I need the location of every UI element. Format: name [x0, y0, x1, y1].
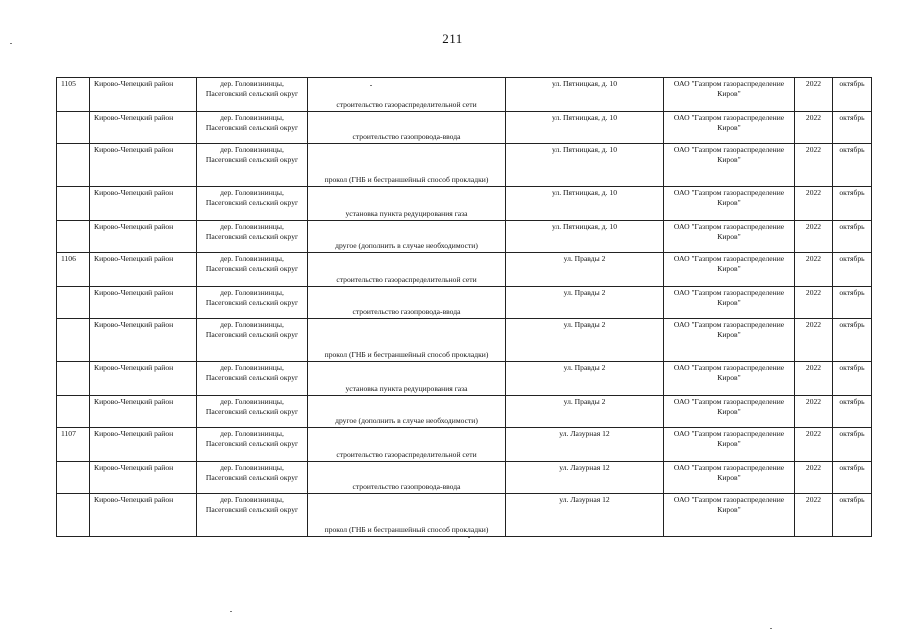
locality-line: дер. Головизнинцы,: [220, 222, 284, 231]
table-row: [57, 396, 872, 428]
address: ул. Пятницкая, д. 10: [551, 188, 618, 197]
month: октябрь: [839, 397, 865, 406]
month-cell: [833, 112, 872, 144]
table-row: [57, 112, 872, 144]
month-cell: [833, 494, 872, 537]
address-cell: [506, 221, 664, 253]
year: 2022: [805, 397, 822, 406]
month-cell: [833, 396, 872, 428]
table-row: [57, 462, 872, 494]
month: октябрь: [839, 79, 865, 88]
locality-cell: [197, 221, 308, 253]
object-number-cell: [57, 144, 90, 187]
work-type-cell: [308, 362, 506, 396]
address: ул. Пятницкая, д. 10: [551, 222, 618, 231]
address: ул. Пятницкая, д. 10: [551, 145, 618, 154]
district-name: Кирово-Чепецкий район: [94, 320, 174, 329]
organization-cell: [664, 221, 795, 253]
object-number-cell: [57, 287, 90, 319]
table-row: [57, 494, 872, 537]
month: октябрь: [839, 222, 865, 231]
organization-cell: [664, 144, 795, 187]
locality-cell: [197, 319, 308, 362]
organization-line: Киров": [717, 438, 741, 448]
year: 2022: [805, 429, 822, 438]
year-cell: [795, 319, 833, 362]
table-row: [57, 287, 872, 319]
work-type: установка пункта редуцирования газа: [345, 209, 468, 219]
work-type: установка пункта редуцирования газа: [345, 384, 468, 394]
locality-line: Пасеговский сельский округ: [205, 263, 299, 273]
scan-speck: [230, 611, 232, 612]
scan-speck: [370, 85, 372, 86]
address: ул. Правды 2: [563, 363, 606, 372]
work-type-cell: [308, 462, 506, 494]
scan-speck: [770, 628, 772, 629]
district-name: Кирово-Чепецкий район: [94, 113, 174, 122]
locality-line: Пасеговский сельский округ: [205, 297, 299, 307]
year-cell: [795, 112, 833, 144]
organization-cell: [664, 319, 795, 362]
organization-cell: [664, 428, 795, 462]
locality-line: дер. Головизнинцы,: [220, 79, 284, 88]
district-name: Кирово-Чепецкий район: [94, 397, 174, 406]
month-cell: [833, 221, 872, 253]
district-cell: [90, 319, 197, 362]
organization-line: ОАО "Газпром газораспределение: [673, 254, 785, 263]
year-cell: [795, 187, 833, 221]
address-cell: [506, 428, 664, 462]
locality-cell: [197, 253, 308, 287]
address-cell: [506, 112, 664, 144]
work-type-cell: [308, 319, 506, 362]
object-number: 1106: [61, 254, 76, 263]
address: ул. Лазурная 12: [559, 463, 610, 472]
address: ул. Правды 2: [563, 288, 606, 297]
work-type: прокол (ГНБ и бестраншейный способ прокладки): [324, 175, 489, 185]
locality-cell: [197, 112, 308, 144]
work-type: строительство газораспределительной сети: [336, 275, 477, 285]
address: ул. Пятницкая, д. 10: [551, 113, 618, 122]
work-type: другое (дополнить в случае необходимости): [335, 241, 478, 251]
district-name: Кирово-Чепецкий район: [94, 463, 174, 472]
object-number-cell: [57, 253, 90, 287]
district-cell: [90, 112, 197, 144]
organization-line: Киров": [717, 504, 741, 514]
year: 2022: [805, 363, 822, 372]
locality-cell: [197, 144, 308, 187]
organization-line: Киров": [717, 154, 741, 164]
work-type-cell: [308, 144, 506, 187]
organization-cell: [664, 362, 795, 396]
month: октябрь: [839, 495, 865, 504]
locality-line: Пасеговский сельский округ: [205, 504, 299, 514]
month-cell: [833, 462, 872, 494]
work-type-cell: [308, 428, 506, 462]
table-row: [57, 253, 872, 287]
work-type-cell: [308, 112, 506, 144]
month-cell: [833, 428, 872, 462]
work-type: строительство газопровода-ввода: [352, 482, 461, 492]
year-cell: [795, 144, 833, 187]
locality-cell: [197, 362, 308, 396]
organization-cell: [664, 396, 795, 428]
organization-cell: [664, 187, 795, 221]
district-name: Кирово-Чепецкий район: [94, 429, 174, 438]
year: 2022: [805, 463, 822, 472]
work-type: строительство газопровода-ввода: [352, 132, 461, 142]
organization-line: ОАО "Газпром газораспределение: [673, 429, 785, 438]
locality-line: дер. Головизнинцы,: [220, 320, 284, 329]
table-row: [57, 428, 872, 462]
month: октябрь: [839, 188, 865, 197]
organization-line: ОАО "Газпром газораспределение: [673, 79, 785, 88]
month-cell: [833, 319, 872, 362]
district-cell: [90, 253, 197, 287]
year-cell: [795, 253, 833, 287]
year: 2022: [805, 145, 822, 154]
organization-line: ОАО "Газпром газораспределение: [673, 363, 785, 372]
work-type: строительство газораспределительной сети: [336, 450, 477, 460]
page-number: 211: [442, 31, 463, 46]
district-name: Кирово-Чепецкий район: [94, 79, 174, 88]
organization-cell: [664, 462, 795, 494]
organization-line: Киров": [717, 297, 741, 307]
month-cell: [833, 362, 872, 396]
organization-line: Киров": [717, 197, 741, 207]
district-cell: [90, 494, 197, 537]
work-type-cell: [308, 494, 506, 537]
object-number-cell: [57, 221, 90, 253]
locality-cell: [197, 187, 308, 221]
work-type: другое (дополнить в случае необходимости): [335, 416, 478, 426]
table-row: [57, 144, 872, 187]
year: 2022: [805, 188, 822, 197]
address-cell: [506, 287, 664, 319]
year-cell: [795, 78, 833, 112]
organization-line: ОАО "Газпром газораспределение: [673, 113, 785, 122]
locality-line: Пасеговский сельский округ: [205, 88, 299, 98]
month-cell: [833, 78, 872, 112]
table-row: [57, 362, 872, 396]
address-cell: [506, 78, 664, 112]
district-cell: [90, 287, 197, 319]
year: 2022: [805, 254, 822, 263]
year-cell: [795, 362, 833, 396]
address: ул. Лазурная 12: [559, 495, 610, 504]
month-cell: [833, 253, 872, 287]
object-number-cell: [57, 78, 90, 112]
work-type-cell: [308, 287, 506, 319]
locality-line: Пасеговский сельский округ: [205, 197, 299, 207]
table-body: [57, 78, 872, 537]
work-type: строительство газопровода-ввода: [352, 307, 461, 317]
work-type: прокол (ГНБ и бестраншейный способ прокладки): [324, 525, 489, 535]
locality-line: Пасеговский сельский округ: [205, 372, 299, 382]
scan-speck: [468, 537, 470, 538]
organization-line: ОАО "Газпром газораспределение: [673, 188, 785, 197]
organization-line: Киров": [717, 88, 741, 98]
month-cell: [833, 187, 872, 221]
district-cell: [90, 144, 197, 187]
address: ул. Лазурная 12: [559, 429, 610, 438]
year: 2022: [805, 79, 822, 88]
organization-line: Киров": [717, 406, 741, 416]
district-cell: [90, 428, 197, 462]
locality-line: Пасеговский сельский округ: [205, 231, 299, 241]
object-number-cell: [57, 396, 90, 428]
locality-cell: [197, 78, 308, 112]
address: ул. Пятницкая, д. 10: [551, 79, 618, 88]
work-type-cell: [308, 396, 506, 428]
locality-line: Пасеговский сельский округ: [205, 438, 299, 448]
month: октябрь: [839, 320, 865, 329]
locality-line: дер. Головизнинцы,: [220, 254, 284, 263]
district-cell: [90, 396, 197, 428]
organization-line: ОАО "Газпром газораспределение: [673, 320, 785, 329]
object-number-cell: [57, 494, 90, 537]
year-cell: [795, 396, 833, 428]
month: октябрь: [839, 463, 865, 472]
district-name: Кирово-Чепецкий район: [94, 495, 174, 504]
work-type: прокол (ГНБ и бестраншейный способ прокладки): [324, 350, 489, 360]
organization-line: ОАО "Газпром газораспределение: [673, 463, 785, 472]
district-name: Кирово-Чепецкий район: [94, 254, 174, 263]
year-cell: [795, 494, 833, 537]
object-number-cell: [57, 428, 90, 462]
district-cell: [90, 78, 197, 112]
year-cell: [795, 428, 833, 462]
month-cell: [833, 144, 872, 187]
year-cell: [795, 221, 833, 253]
locality-line: дер. Головизнинцы,: [220, 495, 284, 504]
address-cell: [506, 462, 664, 494]
locality-line: Пасеговский сельский округ: [205, 154, 299, 164]
object-number-cell: [57, 187, 90, 221]
locality-line: Пасеговский сельский округ: [205, 329, 299, 339]
district-name: Кирово-Чепецкий район: [94, 363, 174, 372]
address: ул. Правды 2: [563, 320, 606, 329]
locality-line: дер. Головизнинцы,: [220, 113, 284, 122]
object-number: 1107: [61, 429, 76, 438]
locality-line: дер. Головизнинцы,: [220, 397, 284, 406]
month-cell: [833, 287, 872, 319]
organization-line: ОАО "Газпром газораспределение: [673, 495, 785, 504]
address-cell: [506, 144, 664, 187]
district-cell: [90, 187, 197, 221]
month: октябрь: [839, 113, 865, 122]
organization-cell: [664, 494, 795, 537]
organization-line: Киров": [717, 329, 741, 339]
organization-line: Киров": [717, 231, 741, 241]
work-type-cell: [308, 78, 506, 112]
locality-cell: [197, 396, 308, 428]
organization-cell: [664, 287, 795, 319]
district-name: Кирово-Чепецкий район: [94, 145, 174, 154]
address-cell: [506, 494, 664, 537]
district-name: Кирово-Чепецкий район: [94, 188, 174, 197]
address-cell: [506, 396, 664, 428]
work-type-cell: [308, 253, 506, 287]
year: 2022: [805, 495, 822, 504]
address: ул. Правды 2: [563, 397, 606, 406]
organization-line: Киров": [717, 372, 741, 382]
organization-cell: [664, 112, 795, 144]
locality-line: Пасеговский сельский округ: [205, 472, 299, 482]
scan-speck: [10, 43, 12, 44]
table-row: [57, 319, 872, 362]
organization-line: ОАО "Газпром газораспределение: [673, 397, 785, 406]
organization-line: ОАО "Газпром газораспределение: [673, 288, 785, 297]
work-type-cell: [308, 187, 506, 221]
month: октябрь: [839, 363, 865, 372]
month: октябрь: [839, 288, 865, 297]
organization-line: Киров": [717, 472, 741, 482]
organization-line: Киров": [717, 122, 741, 132]
month: октябрь: [839, 145, 865, 154]
work-type: строительство газораспределительной сети: [336, 100, 477, 110]
object-number-cell: [57, 462, 90, 494]
object-number-cell: [57, 362, 90, 396]
district-cell: [90, 462, 197, 494]
organization-cell: [664, 78, 795, 112]
year: 2022: [805, 288, 822, 297]
year: 2022: [805, 320, 822, 329]
district-name: Кирово-Чепецкий район: [94, 222, 174, 231]
locality-line: дер. Головизнинцы,: [220, 145, 284, 154]
work-type-cell: [308, 221, 506, 253]
table-row: [57, 78, 872, 112]
locality-line: дер. Головизнинцы,: [220, 429, 284, 438]
locality-line: дер. Головизнинцы,: [220, 363, 284, 372]
organization-line: Киров": [717, 263, 741, 273]
object-number-cell: [57, 319, 90, 362]
address: ул. Правды 2: [563, 254, 606, 263]
month: октябрь: [839, 429, 865, 438]
locality-line: дер. Головизнинцы,: [220, 288, 284, 297]
year-cell: [795, 287, 833, 319]
locality-line: дер. Головизнинцы,: [220, 463, 284, 472]
table-row: [57, 187, 872, 221]
organization-line: ОАО "Газпром газораспределение: [673, 145, 785, 154]
locality-line: Пасеговский сельский округ: [205, 406, 299, 416]
object-number: 1105: [61, 79, 76, 88]
district-cell: [90, 362, 197, 396]
year-cell: [795, 462, 833, 494]
table-row: [57, 221, 872, 253]
locality-cell: [197, 428, 308, 462]
gasification-schedule-table: [56, 77, 872, 537]
year: 2022: [805, 222, 822, 231]
district-cell: [90, 221, 197, 253]
locality-cell: [197, 287, 308, 319]
organization-line: ОАО "Газпром газораспределение: [673, 222, 785, 231]
district-name: Кирово-Чепецкий район: [94, 288, 174, 297]
object-number-cell: [57, 112, 90, 144]
address-cell: [506, 319, 664, 362]
month: октябрь: [839, 254, 865, 263]
organization-cell: [664, 253, 795, 287]
address-cell: [506, 362, 664, 396]
locality-line: Пасеговский сельский округ: [205, 122, 299, 132]
address-cell: [506, 253, 664, 287]
locality-cell: [197, 494, 308, 537]
address-cell: [506, 187, 664, 221]
locality-cell: [197, 462, 308, 494]
year: 2022: [805, 113, 822, 122]
locality-line: дер. Головизнинцы,: [220, 188, 284, 197]
